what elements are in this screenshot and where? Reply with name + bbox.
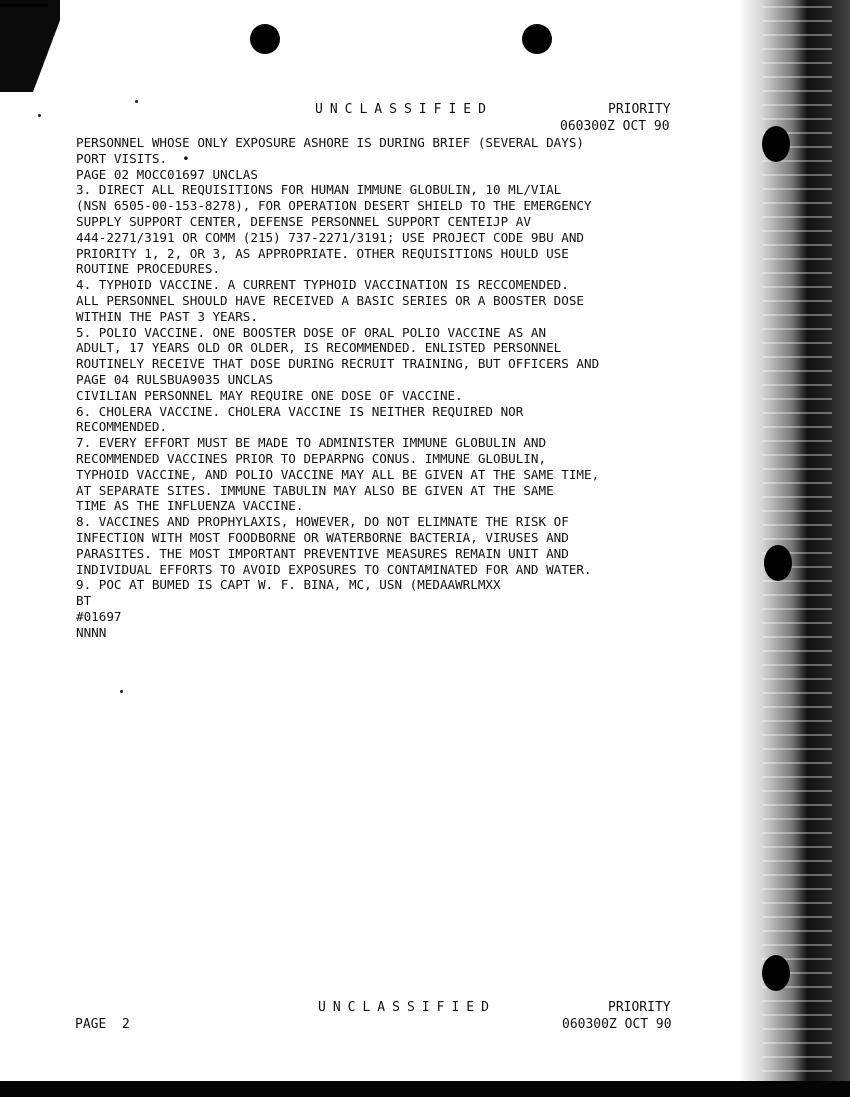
message-line: 6. CHOLERA VACCINE. CHOLERA VACCINE IS NEITHER REQUIRED NOR: [76, 403, 524, 419]
message-line: PRIORITY 1, 2, OR 3, AS APPROPRIATE. OTHER REQUISITIONS HOULD USE: [76, 245, 569, 261]
message-line: 3. DIRECT ALL REQUISITIONS FOR HUMAN IMMUNE GLOBULIN, 10 ML/VIAL: [76, 182, 562, 198]
scan-speck: [135, 100, 138, 103]
message-line: ALL PERSONNEL SHOULD HAVE RECEIVED A BASIC SERIES OR A BOOSTER DOSE: [76, 292, 584, 308]
footer-priority: PRIORITY: [608, 1000, 671, 1015]
message-line: BT: [76, 593, 92, 609]
message-line: (NSN 6505-00-153-8278), FOR OPERATION DESERT SHIELD TO THE EMERGENCY: [76, 198, 592, 214]
message-line: CIVILIAN PERSONNEL MAY REQUIRE ONE DOSE OF VACCINE.: [76, 387, 463, 403]
message-line: #01697: [76, 608, 122, 624]
message-line: INDIVIDUAL EFFORTS TO AVOID EXPOSURES TO CONTAMINATED FOR AND WATER.: [76, 561, 592, 577]
punch-hole-right: [522, 24, 552, 54]
message-line: 4. TYPHOID VACCINE. A CURRENT TYPHOID VACCINATION IS RECCOMENDED.: [76, 277, 569, 293]
message-line: PAGE 02 MOCC01697 UNCLAS: [76, 166, 258, 182]
message-line: PAGE 04 RULSBUA9035 UNCLAS: [76, 371, 274, 387]
message-body: [76, 135, 696, 641]
scan-speck: [38, 114, 41, 117]
message-line: PORT VISITS. •: [76, 150, 190, 166]
scan-bottom-edge: [0, 1081, 850, 1097]
message-line: 444-2271/3191 OR COMM (215) 737-2271/3191; USE PROJECT CODE 9BU AND: [76, 229, 584, 245]
scan-speck: [120, 690, 123, 693]
message-line: PARASITES. THE MOST IMPORTANT PREVENTIVE MEASURES REMAIN UNIT AND: [76, 545, 569, 561]
message-line: INFECTION WITH MOST FOODBORNE OR WATERBORNE BACTERIA, VIRUSES AND: [76, 529, 569, 545]
footer-classification: UNCLASSIFIED: [318, 1000, 496, 1015]
punch-hole-left: [250, 24, 280, 54]
scan-corner-artifact: [0, 0, 60, 92]
message-line: AT SEPARATE SITES. IMMUNE TABULIN MAY ALSO BE GIVEN AT THE SAME: [76, 482, 554, 498]
message-line: ROUTINELY RECEIVE THAT DOSE DURING RECRUIT TRAINING, BUT OFFICERS AND: [76, 356, 600, 372]
message-line: WITHIN THE PAST 3 YEARS.: [76, 308, 258, 324]
header-date-time-group: 060300Z OCT 90: [560, 119, 670, 134]
message-line: NNNN: [76, 624, 107, 640]
binder-hole-top: [762, 126, 790, 162]
message-line: RECOMMENDED.: [76, 419, 167, 435]
message-line: RECOMMENDED VACCINES PRIOR TO DEPARPNG CONUS. IMMUNE GLOBULIN,: [76, 450, 547, 466]
footer-date-time-group: 060300Z OCT 90: [562, 1017, 672, 1032]
message-line: 9. POC AT BUMED IS CAPT W. F. BINA, MC, USN (MEDAAWRLMXX: [76, 577, 501, 593]
message-line: ADULT, 17 YEARS OLD OR OLDER, IS RECOMMENDED. ENLISTED PERSONNEL: [76, 340, 562, 356]
header-priority: PRIORITY: [608, 102, 671, 117]
message-line: TIME AS THE INFLUENZA VACCINE.: [76, 498, 304, 514]
page-number: PAGE 2: [75, 1017, 130, 1032]
message-line: 5. POLIO VACCINE. ONE BOOSTER DOSE OF ORAL POLIO VACCINE AS AN: [76, 324, 547, 340]
message-line: SUPPLY SUPPORT CENTER, DEFENSE PERSONNEL SUPPORT CENTEIJP AV: [76, 213, 531, 229]
binder-hole-middle: [764, 545, 792, 581]
message-line: PERSONNEL WHOSE ONLY EXPOSURE ASHORE IS DURING BRIEF (SEVERAL DAYS): [76, 135, 584, 150]
message-line: 8. VACCINES AND PROPHYLAXIS, HOWEVER, DO NOT ELIMNATE THE RISK OF: [76, 514, 569, 530]
binder-hole-bottom: [762, 955, 790, 991]
message-line: ROUTINE PROCEDURES.: [76, 261, 221, 277]
message-line: TYPHOID VACCINE, AND POLIO VACCINE MAY ALL BE GIVEN AT THE SAME TIME,: [76, 466, 600, 482]
scan-edge-artifact: [0, 4, 48, 7]
message-line: 7. EVERY EFFORT MUST BE MADE TO ADMINISTER IMMUNE GLOBULIN AND: [76, 435, 547, 451]
header-classification: UNCLASSIFIED: [315, 102, 493, 117]
